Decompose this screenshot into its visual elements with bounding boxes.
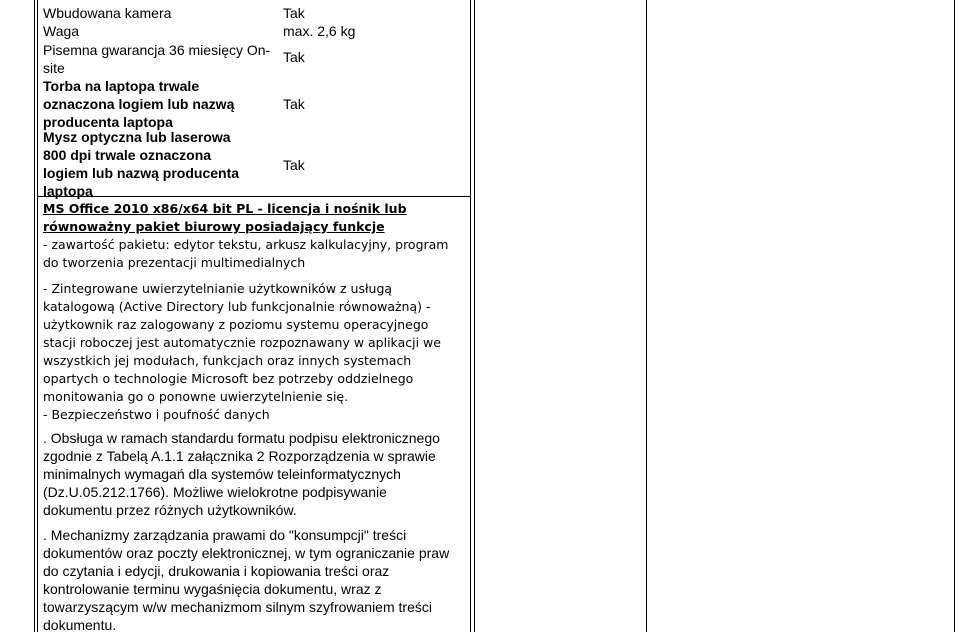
office-heading-line: równoważny pakiet biurowy posiadający funkcje — [43, 219, 385, 234]
spec-label-mouse-line: logiem lub nazwą producenta — [43, 165, 240, 181]
office-heading — [43, 200, 407, 236]
office-auth-line: opartych o technologie Microsoft bez potrzeby oddzielnego — [43, 371, 414, 386]
spec-label-warranty-line: site — [43, 60, 65, 76]
spec-value-mouse: Tak — [283, 157, 305, 173]
office-auth-line: stacji roboczej jest automatycznie rozpoznawany w aplikacji we — [43, 335, 441, 350]
office-auth-line: katalogową (Active Directory lub funkcjonalnie równoważną) - — [43, 299, 431, 314]
office-signature-line: dokumentu przez różnych użytkowników. — [43, 502, 297, 518]
spec-label-weight: Waga — [43, 23, 80, 39]
table-border-right — [646, 0, 647, 632]
office-heading-line: MS Office 2010 x86/x64 bit PL - licencja i nośnik lub — [43, 201, 407, 216]
office-rights-line: dokumentów oraz poczty elektronicznej, w tym ograniczanie praw — [43, 545, 450, 561]
spec-value-camera: Tak — [283, 5, 305, 21]
spec-value-bag: Tak — [283, 96, 305, 112]
spec-label-bag-line: producenta laptopa — [43, 114, 173, 130]
office-signature-line: zgodnie z Tabelą A.1.1 załącznika 2 Rozporządzenia w sprawie — [43, 448, 436, 464]
spec-label-bag-line: oznaczona logiem lub nazwą — [43, 96, 235, 112]
office-rights-line: do czytania i edycji, drukowania i kopiowania treści oraz — [43, 563, 390, 579]
spec-label-camera: Wbudowana kamera — [43, 5, 172, 21]
office-auth-line: - Zintegrowane uwierzytelnianie użytkowników z usługą — [43, 281, 393, 296]
office-rights-line: dokumentu. — [43, 617, 117, 633]
office-auth-line: - Bezpieczeństwo i poufność danych — [43, 407, 270, 422]
office-intro-line: - zawartość pakietu: edytor tekstu, arkusz kalkulacyjny, program — [43, 237, 449, 252]
office-auth-line: monitowania go o ponowne uwierzytelnienie się. — [43, 389, 349, 404]
office-signature-line: minimalnych wymagań dla systemów teleinformatycznych — [43, 466, 401, 482]
spec-label-warranty-line: Pisemna gwarancja 36 miesięcy On- — [43, 42, 271, 58]
spec-label-bag — [43, 77, 234, 131]
table-border-far-right — [954, 0, 955, 632]
office-signature-line: . Obsługa w ramach standardu formatu podpisu elektronicznego — [43, 430, 440, 446]
spec-value-weight: max. 2,6 kg — [283, 23, 356, 39]
spec-label-warranty — [43, 41, 270, 77]
office-rights-paragraph — [43, 526, 449, 634]
office-rights-line: . Mechanizmy zarządzania prawami do "konsumpcji" treści — [43, 527, 407, 543]
office-intro — [43, 236, 449, 272]
table-border-mid — [470, 0, 471, 632]
spec-label-mouse-line: Mysz optyczna lub laserowa — [43, 129, 231, 145]
office-rights-line: towarzyszącym w/w mechanizmom silnym szyfrowaniem treści — [43, 599, 432, 615]
table-border-left — [34, 0, 35, 632]
office-auth-line: użytkownik raz zalogowany z poziomu systemu operacyjnego — [43, 317, 429, 332]
office-signature-line: (Dz.U.05.212.1766). Możliwe wielokrotne podpisywanie — [43, 484, 387, 500]
spec-label-mouse-line: 800 dpi trwale oznaczona — [43, 147, 212, 163]
office-auth-paragraph — [43, 280, 441, 424]
table-border-mid-inner — [474, 0, 475, 632]
spec-value-warranty: Tak — [283, 49, 305, 65]
spec-label-mouse-line: laptopa — [43, 183, 93, 199]
spec-label-bag-line: Torba na laptopa trwale — [43, 78, 200, 94]
table-border-left-inner — [37, 0, 38, 632]
office-auth-line: wszystkich jej modułach, funkcjach oraz innych systemach — [43, 353, 412, 368]
office-signature-paragraph — [43, 429, 440, 519]
office-intro-line: do tworzenia prezentacji multimedialnych — [43, 255, 306, 270]
spec-label-mouse — [43, 128, 239, 200]
office-rights-line: kontrolowanie terminu wygaśnięcia dokumentu, wraz z — [43, 581, 382, 597]
